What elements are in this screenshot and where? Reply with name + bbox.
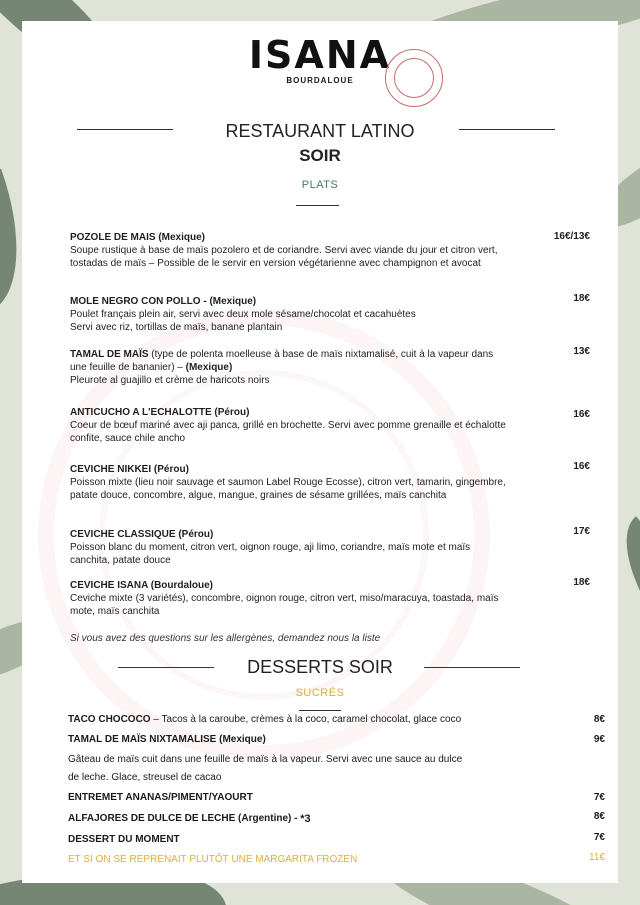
menu-item (70, 579, 512, 618)
dessert-price: 9€ (593, 734, 605, 745)
dessert-qty: *3 (300, 813, 311, 825)
item-desc: Poisson blanc du moment, citron vert, oignon rouge, aji limo, coriandre, maïs mote et maïs canchita, patate douce (70, 542, 471, 566)
dessert-name: ENTREMET ANANAS/PIMENT/YAOURT (68, 792, 253, 803)
menu-item (70, 295, 512, 334)
menu-item (70, 406, 512, 445)
menu-card (22, 21, 618, 883)
item-price: 17€ (573, 526, 590, 537)
item-name: TAMAL DE MAÏS (70, 349, 149, 360)
item-name-extra: (type de polenta moelleuse à base de maïs nixtamalisé, cuit à la vapeur dans une feuille de bananier) – (70, 349, 494, 373)
dessert-desc: – Tacos à la caroube, crèmes à la coco, caramel chocolat, glace coco (150, 714, 462, 725)
dessert-name: ET SI ON SE REPRENAIT PLUTÔT UNE MARGARITA FROZEN (68, 854, 358, 865)
section-divider (296, 205, 339, 206)
section-sucres: SUCRÉS (295, 687, 345, 699)
item-price: 18€ (573, 577, 590, 588)
item-origin: (Mexique) (185, 362, 233, 373)
dessert-desc: Gâteau de maïs cuit dans une feuille de maïs à la vapeur. Servi avec une sauce au dulce (68, 754, 463, 765)
page-title: RESTAURANT LATINO (225, 121, 415, 141)
item-desc: Pleurote al guajillo et crème de haricots noirs (70, 375, 270, 386)
desserts-title: DESSERTS SOIR (247, 657, 393, 677)
dessert-price: 7€ (593, 832, 605, 843)
menu-item (70, 348, 512, 387)
item-price: 13€ (573, 346, 590, 357)
dessert-row (68, 714, 461, 725)
dessert-price: 8€ (593, 811, 605, 822)
dessert-row (68, 813, 311, 825)
item-desc: Ceviche mixte (3 variétés), concombre, oignon rouge, citron vert, miso/maracuya, toastada, maïs mote, maïs canchita (70, 593, 499, 617)
item-name: CEVICHE CLASSIQUE (Pérou) (70, 529, 214, 540)
menu-item (70, 231, 512, 270)
item-name: CEVICHE NIKKEI (Pérou) (70, 464, 189, 475)
section-divider (299, 710, 341, 711)
logo (22, 35, 618, 85)
logo-text: ISANA (248, 33, 392, 77)
dessert-name: TAMAL DE MAÏS NIXTAMALISE (Mexique) (68, 734, 266, 745)
dessert-price: 11€ (589, 852, 605, 863)
item-price: 16€/13€ (553, 231, 590, 242)
item-desc: Poulet français plein air, servi avec deux mole sésame/chocolat et cacahuètes Servi avec riz, tortillas de maïs, banane plantain (70, 309, 416, 333)
dessert-row (68, 834, 180, 845)
page-subtitle: SOIR (299, 146, 341, 165)
stamp-icon (385, 49, 443, 107)
dessert-name: TACO CHOCOCO (68, 714, 151, 725)
allergen-note: Si vous avez des questions sur les allergènes, demandez nous la liste (70, 633, 381, 644)
item-name: MOLE NEGRO CON POLLO - (Mexique) (70, 296, 257, 307)
dessert-price: 8€ (593, 714, 605, 725)
item-desc: Poisson mixte (lieu noir sauvage et saumon Label Rouge Ecosse), citron vert, tamarin, gingembre, patate douce, concombre, algue, mangue, graines de sésame grillées, maïs canchita (70, 477, 506, 501)
item-name: CEVICHE ISANA (Bourdaloue) (70, 580, 213, 591)
item-desc: Coeur de bœuf mariné avec aji panca, grillé en brochette. Servi avec pomme grenaille et échalotte confite, sauce chile ancho (70, 420, 506, 444)
dessert-desc: de leche. Glace, streusel de cacao (68, 772, 222, 783)
menu-item (70, 463, 512, 502)
item-price: 16€ (573, 461, 590, 472)
dessert-price: 7€ (593, 792, 605, 803)
dessert-name: DESSERT DU MOMENT (68, 834, 180, 845)
logo-subtitle: BOURDALOUE (286, 76, 354, 85)
item-price: 18€ (573, 293, 590, 304)
item-desc: Soupe rustique à base de maïs pozolero et de coriandre. Servi avec viande du jour et citron vert, tostadas de maïs – Possible de le servir en version végétarienne avec champignon et avocat (70, 245, 498, 269)
item-name: POZOLE DE MAIS (Mexique) (70, 232, 206, 243)
item-name: ANTICUCHO A L'ECHALOTTE (Pérou) (70, 407, 250, 418)
item-price: 16€ (573, 409, 590, 420)
dessert-row (68, 792, 253, 803)
dessert-name: ALFAJORES DE DULCE DE LECHE (Argentine) - (68, 813, 301, 824)
dessert-row (68, 854, 357, 865)
dessert-row (68, 734, 266, 745)
menu-item (70, 528, 512, 567)
section-plats: PLATS (301, 179, 339, 191)
